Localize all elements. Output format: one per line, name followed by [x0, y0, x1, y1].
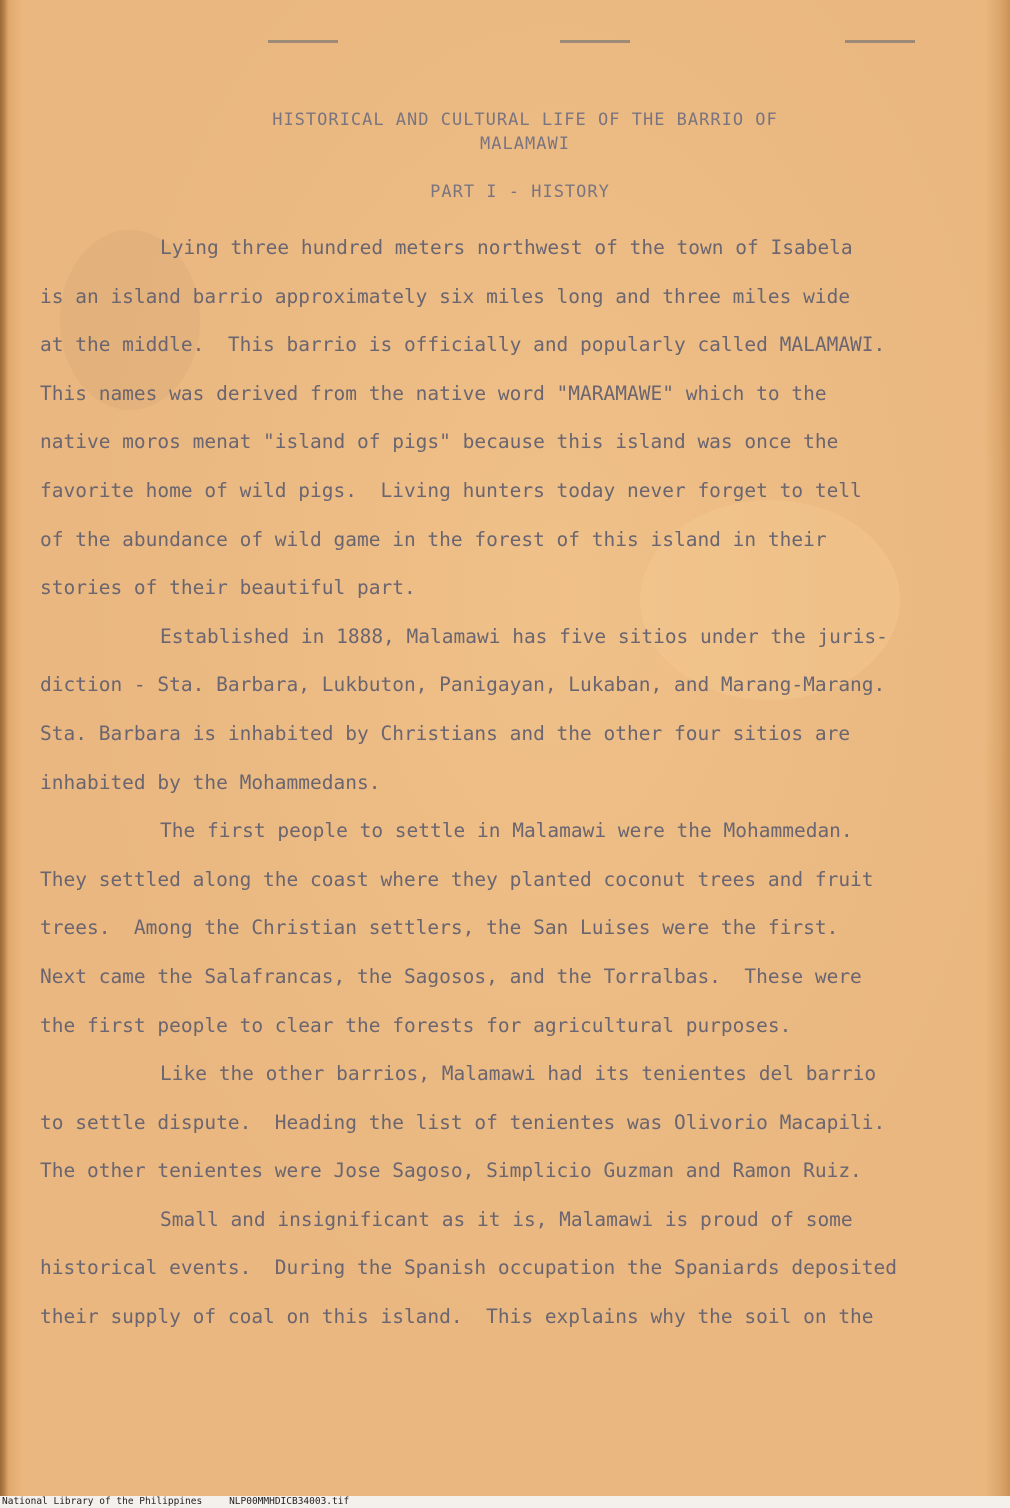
- binding-edge-shadow: [0, 0, 8, 1496]
- text-line: the first people to clear the forests for agricultural purposes.: [40, 1013, 792, 1037]
- text-line: Established in 1888, Malamawi has five sitios under the juris-: [160, 624, 888, 648]
- text-line: Lying three hundred meters northwest of the town of Isabela: [160, 236, 853, 259]
- text-line: Next came the Salafrancas, the Sagosos, and the Torralbas. These were: [40, 964, 862, 988]
- text-line: favorite home of wild pigs. Living hunters today never forget to tell: [40, 478, 862, 502]
- text-line: The other tenientes were Jose Sagoso, Simplicio Guzman and Ramon Ruiz.: [40, 1159, 862, 1183]
- text-line: They settled along the coast where they planted coconut trees and fruit: [40, 867, 874, 891]
- text-line: of the abundance of wild game in the forest of this island in their: [40, 527, 827, 551]
- title-line-1: HISTORICAL AND CULTURAL LIFE OF THE BARRIO OF: [272, 110, 778, 130]
- scan-footer: [0, 1496, 1010, 1508]
- text-line: to settle dispute. Heading the list of tenientes was Olivorio Macapili.: [40, 1110, 886, 1134]
- footer-library: National Library of the Philippines: [2, 1496, 203, 1507]
- text-line: diction - Sta. Barbara, Lukbuton, Panigayan, Lukaban, and Marang-Marang.: [40, 673, 886, 697]
- text-line: native moros menat "island of pigs" because this island was once the: [40, 430, 839, 454]
- text-line: historical events. During the Spanish occupation the Spaniards deposited: [40, 1256, 898, 1280]
- text-line: at the middle. This barrio is officially and popularly called MALAMAWI.: [40, 333, 886, 357]
- scan-mark: [845, 40, 915, 43]
- text-line: Sta. Barbara is inhabited by Christians and the other four sitios are: [40, 721, 851, 745]
- text-line: trees. Among the Christian settlers, the San Luises were the first.: [40, 916, 839, 940]
- scan-mark: [560, 40, 630, 43]
- document-title: [150, 108, 900, 156]
- text-line: inhabited by the Mohammedans.: [40, 770, 381, 794]
- text-line: stories of their beautiful part.: [40, 576, 416, 600]
- body-text: [40, 224, 920, 1342]
- text-line: Like the other barrios, Malamawi had its tenientes del barrio: [160, 1062, 877, 1086]
- text-line: Small and insignificant as it is, Malamawi is proud of some: [160, 1207, 853, 1231]
- footer-file-id: NLP00MMHDICB34003.tif: [229, 1496, 350, 1507]
- text-line: their supply of coal on this island. This explains why the soil on the: [40, 1305, 874, 1329]
- part-heading: PART I - HISTORY: [430, 182, 610, 202]
- title-line-2: MALAMAWI: [480, 134, 570, 154]
- text-line: is an island barrio approximately six miles long and three miles wide: [40, 284, 851, 308]
- text-line: The first people to settle in Malamawi were the Mohammedan.: [160, 819, 853, 843]
- scan-mark: [268, 40, 338, 43]
- text-line: This names was derived from the native word "MARAMAWE" which to the: [40, 381, 827, 405]
